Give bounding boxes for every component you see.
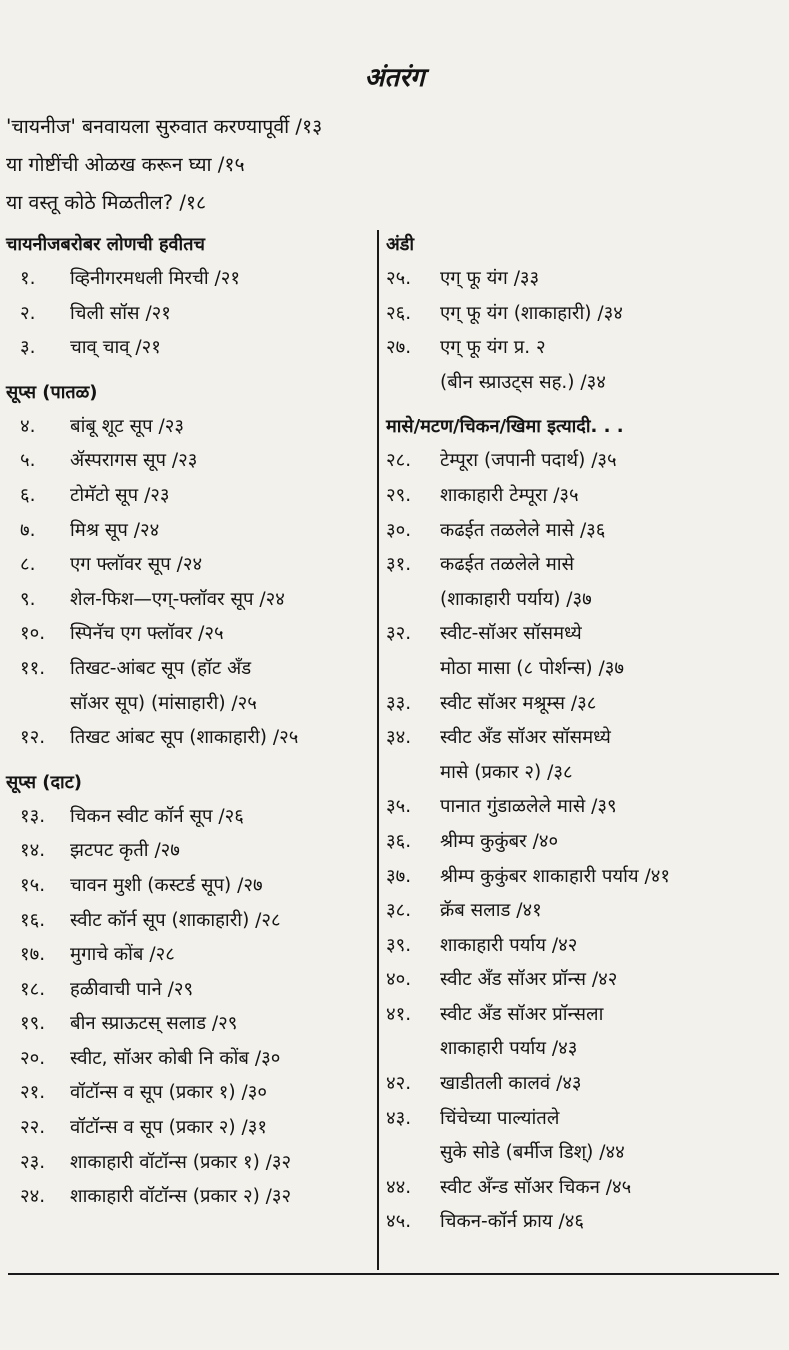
toc-entry — [386, 825, 781, 860]
entry-text — [440, 444, 781, 479]
entry-number: ४०. — [386, 969, 412, 991]
entry-number: २१. — [20, 1082, 46, 1104]
toc-entry — [6, 262, 374, 297]
entry-line: (बीन स्प्राउट्स सह.) /३४ — [440, 371, 606, 393]
intro-line: या वस्तू कोठे मिळतील? /१८ — [6, 191, 207, 214]
entry-text — [70, 444, 374, 479]
entry-number: १९. — [20, 1013, 46, 1035]
entry-text — [70, 583, 374, 618]
entry-number: २८. — [386, 450, 412, 472]
entry-number: ७. — [20, 519, 36, 541]
section-heading: अंडी — [386, 234, 415, 255]
entry-number: ३९. — [386, 934, 412, 956]
entry-line: व्हिनीगरमधली मिरची /२१ — [70, 268, 240, 289]
entry-number: १. — [20, 268, 36, 289]
toc-entry — [6, 938, 374, 973]
intro-line: या गोष्टींची ओळख करून घ्या /१५ — [6, 153, 245, 176]
toc-entry — [386, 894, 781, 929]
entry-text — [70, 834, 374, 869]
entry-number: ४१. — [386, 1003, 412, 1025]
entry-line: झटपट कृती /२७ — [70, 840, 180, 862]
page-title: अंतरंग — [364, 63, 425, 93]
entry-number: ६. — [20, 484, 36, 506]
toc-entry — [6, 548, 374, 583]
section-heading: चायनीजबरोबर लोणची हवीतच — [6, 234, 205, 255]
entry-number: २७. — [386, 337, 412, 359]
toc-entry — [6, 479, 374, 514]
toc-entry — [6, 297, 374, 332]
entry-number: ३५. — [386, 796, 412, 818]
toc-entry — [386, 479, 781, 514]
bottom-rule — [8, 1273, 779, 1275]
entry-line: स्वीट अँड सॉअर सॉसमध्ये — [440, 727, 611, 749]
entry-number: २२. — [20, 1117, 46, 1139]
entry-text — [440, 929, 781, 964]
entry-line: तिखट-आंबट सूप (हॉट अँड — [70, 657, 252, 679]
toc-entry — [6, 1111, 374, 1146]
entry-number: १२. — [20, 727, 46, 749]
toc-entry — [386, 860, 781, 895]
entry-text — [440, 1067, 781, 1102]
entry-line: शेल-फिश—एग्-फ्लॉवर सूप /२४ — [70, 588, 285, 610]
toc-entry — [6, 583, 374, 618]
entry-number: १५. — [20, 874, 46, 896]
entry-line: चिंचेच्या पाल्यांतले — [440, 1107, 560, 1129]
toc-entry — [6, 1146, 374, 1181]
entry-text — [70, 1042, 374, 1077]
toc-entry — [6, 869, 374, 904]
entry-line: चिली सॉस /२१ — [70, 302, 171, 324]
entry-line: शाकाहारी पर्याय /४२ — [440, 934, 578, 956]
entry-line: ॲस्परागस सूप /२३ — [70, 450, 198, 472]
section-gap — [386, 400, 781, 410]
entry-number: १७. — [20, 944, 46, 966]
entry-number: ३८. — [386, 900, 412, 922]
entry-line: हळीवाची पाने /२९ — [70, 978, 194, 1000]
entry-text — [70, 973, 374, 1008]
entry-text — [440, 963, 781, 998]
entry-number: ३४. — [386, 727, 412, 749]
entry-text — [70, 721, 374, 756]
toc-entry — [386, 1102, 781, 1171]
section-heading: मासे/मटण/चिकन/खिमा इत्यादी. . . — [386, 416, 624, 438]
entry-text — [440, 262, 781, 297]
entry-line: वॉटॉन्स व सूप (प्रकार २) /३१ — [70, 1117, 267, 1139]
toc-entry — [6, 904, 374, 939]
entry-text — [70, 1180, 374, 1215]
entry-text — [70, 938, 374, 973]
entry-text — [70, 410, 374, 445]
toc-entry — [6, 1076, 374, 1111]
toc-entry — [6, 721, 374, 756]
entry-number: ८. — [20, 554, 36, 576]
entry-number: २३. — [20, 1151, 46, 1173]
entry-text — [440, 331, 781, 400]
entry-number: २९. — [386, 484, 412, 506]
left-column — [6, 228, 374, 1215]
toc-entry — [6, 1007, 374, 1042]
entry-number: २४. — [20, 1186, 46, 1208]
entry-line: स्वीट अँन्ड सॉअर चिकन /४५ — [440, 1176, 632, 1198]
entry-number: ४२. — [386, 1073, 412, 1095]
entry-text — [70, 652, 374, 721]
entry-line: स्वीट अँड सॉअर प्रॉन्स /४२ — [440, 969, 618, 991]
toc-entry — [386, 297, 781, 332]
entry-number: १४. — [20, 840, 46, 862]
entry-text — [440, 548, 781, 617]
entry-number: ४४. — [386, 1176, 412, 1198]
entry-text — [440, 721, 781, 790]
toc-entry — [6, 617, 374, 652]
entry-text — [70, 617, 374, 652]
entry-text — [440, 514, 781, 549]
entry-text — [440, 860, 781, 895]
toc-entry — [6, 652, 374, 721]
right-column — [386, 228, 781, 1240]
entry-line: मासे (प्रकार २) /३८ — [440, 761, 573, 783]
entry-number: २५. — [386, 268, 412, 289]
entry-number: ३१. — [386, 554, 412, 576]
entry-line: चाव् चाव् /२१ — [70, 337, 161, 359]
toc-entry — [386, 687, 781, 722]
entry-number: ३७. — [386, 865, 412, 887]
entry-line: बीन स्प्राऊटस् सलाड /२९ — [70, 1013, 238, 1035]
entry-line: स्वीट सॉअर मश्रूम्स /३८ — [440, 692, 597, 714]
toc-entry — [386, 514, 781, 549]
entry-text — [70, 904, 374, 939]
intro-line: 'चायनीज' बनवायला सुरुवात करण्यापूर्वी /१३ — [6, 115, 323, 138]
toc-entry — [386, 929, 781, 964]
entry-number: १०. — [20, 623, 46, 645]
entry-line: श्रीम्प कुकुंबर /४० — [440, 830, 559, 852]
entry-text — [70, 262, 374, 297]
entry-number: १८. — [20, 978, 46, 1000]
entry-number: २०. — [20, 1047, 46, 1069]
entry-line: टेम्पूरा (जपानी पदार्थ) /३५ — [440, 450, 617, 472]
entry-line: कढईत तळलेले मासे — [440, 554, 575, 576]
toc-entry — [386, 617, 781, 686]
toc-entry — [386, 331, 781, 400]
entry-line: मोठा मासा (८ पोर्शन्स) /३७ — [440, 657, 624, 679]
toc-entry — [386, 963, 781, 998]
entry-line: चिकन स्वीट कॉर्न सूप /२६ — [70, 805, 244, 827]
entry-text — [440, 687, 781, 722]
toc-entry — [386, 1171, 781, 1206]
toc-entry — [386, 1205, 781, 1240]
entry-text — [440, 790, 781, 825]
entry-line: कढईत तळलेले मासे /३६ — [440, 519, 606, 541]
entry-line: मुगाचे कोंब /२८ — [70, 944, 175, 966]
entry-text — [440, 1102, 781, 1171]
entry-line: एग् फू यंग (शाकाहारी) /३४ — [440, 302, 623, 324]
entry-text — [70, 869, 374, 904]
entry-number: ११. — [20, 657, 46, 679]
toc-entry — [6, 514, 374, 549]
entry-number: १६. — [20, 909, 46, 931]
entry-line: (शाकाहारी पर्याय) /३७ — [440, 588, 592, 610]
entry-number: ५. — [20, 450, 36, 472]
intro-block — [6, 108, 786, 222]
toc-entry — [6, 444, 374, 479]
entry-number: ४५. — [386, 1211, 412, 1233]
entry-text — [440, 1205, 781, 1240]
entry-line: शाकाहारी टेम्पूरा /३५ — [440, 484, 579, 506]
entry-line: शाकाहारी वॉटॉन्स (प्रकार १) /३२ — [70, 1151, 292, 1173]
toc-entry — [6, 410, 374, 445]
section-heading: सूप्स (पातळ) — [6, 381, 98, 403]
entry-number: २. — [20, 302, 36, 324]
toc-entry — [6, 800, 374, 835]
entry-number: २६. — [386, 302, 412, 324]
entry-line: स्वीट-सॉअर सॉसमध्ये — [440, 623, 582, 645]
entry-text — [440, 617, 781, 686]
entry-text — [70, 548, 374, 583]
entry-line: मिश्र सूप /२४ — [70, 519, 160, 541]
entry-number: ४. — [20, 415, 36, 437]
entry-line: सॉअर सूप) (मांसाहारी) /२५ — [70, 692, 257, 714]
section-gap — [6, 366, 374, 376]
entry-number: ४३. — [386, 1107, 412, 1129]
entry-line: स्वीट कॉर्न सूप (शाकाहारी) /२८ — [70, 909, 281, 931]
entry-number: ३. — [20, 337, 36, 359]
toc-entry — [386, 998, 781, 1067]
toc-entry — [6, 973, 374, 1008]
entry-line: पानात गुंडाळलेले मासे /३९ — [440, 796, 617, 818]
entry-number: १३. — [20, 805, 46, 827]
entry-line: चावन मुशी (कस्टर्ड सूप) /२७ — [70, 874, 263, 896]
section-gap — [6, 756, 374, 766]
entry-line: क्रॅब सलाड /४१ — [440, 900, 542, 922]
toc-entry — [386, 444, 781, 479]
entry-text — [440, 297, 781, 332]
toc-entry — [386, 262, 781, 297]
toc-entry — [6, 331, 374, 366]
entry-line: एग फ्लॉवर सूप /२४ — [70, 554, 203, 576]
entry-text — [70, 514, 374, 549]
entry-number: ३६. — [386, 830, 412, 852]
entry-line: तिखट आंबट सूप (शाकाहारी) /२५ — [70, 727, 299, 749]
entry-number: ९. — [20, 588, 36, 610]
entry-number: ३०. — [386, 519, 412, 541]
toc-entry — [6, 1180, 374, 1215]
entry-line: टोमॅटो सूप /२३ — [70, 484, 170, 506]
toc-entry — [6, 834, 374, 869]
entry-text — [70, 479, 374, 514]
column-divider — [377, 230, 379, 1270]
entry-text — [70, 1111, 374, 1146]
entry-text — [440, 998, 781, 1067]
entry-line: एग् फू यंग प्र. २ — [440, 337, 546, 359]
entry-line: श्रीम्प कुकुंबर शाकाहारी पर्याय /४१ — [440, 865, 670, 887]
toc-entry — [386, 790, 781, 825]
entry-text — [70, 800, 374, 835]
entry-line: वॉटॉन्स व सूप (प्रकार १) /३० — [70, 1082, 267, 1104]
toc-entry — [386, 548, 781, 617]
entry-line: शाकाहारी वॉटॉन्स (प्रकार २) /३२ — [70, 1186, 292, 1208]
entry-number: ३२. — [386, 623, 412, 645]
entry-text — [440, 894, 781, 929]
entry-text — [70, 331, 374, 366]
entry-line: स्वीट अँड सॉअर प्रॉन्सला — [440, 1003, 604, 1025]
section-heading: सूप्स (दाट) — [6, 771, 82, 793]
entry-text — [440, 479, 781, 514]
entry-text — [70, 1146, 374, 1181]
entry-line: चिकन-कॉर्न फ्राय /४६ — [440, 1211, 584, 1233]
entry-line: खाडीतली कालवं /४३ — [440, 1073, 582, 1095]
entry-text — [70, 297, 374, 332]
entry-line: बांबू शूट सूप /२३ — [70, 415, 184, 437]
entry-text — [70, 1007, 374, 1042]
entry-line: शाकाहारी पर्याय /४३ — [440, 1038, 578, 1060]
entry-text — [440, 825, 781, 860]
entry-line: एग् फू यंग /३३ — [440, 268, 540, 289]
entry-line: स्वीट, सॉअर कोबी नि कोंब /३० — [70, 1047, 281, 1069]
entry-text — [70, 1076, 374, 1111]
entry-line: स्पिनॅच एग फ्लॉवर /२५ — [70, 623, 224, 645]
entry-number: ३३. — [386, 692, 412, 714]
toc-entry — [6, 1042, 374, 1077]
toc-entry — [386, 1067, 781, 1102]
entry-line: सुके सोडे (बर्मीज डिश्) /४४ — [440, 1142, 625, 1164]
entry-text — [440, 1171, 781, 1206]
toc-entry — [386, 721, 781, 790]
